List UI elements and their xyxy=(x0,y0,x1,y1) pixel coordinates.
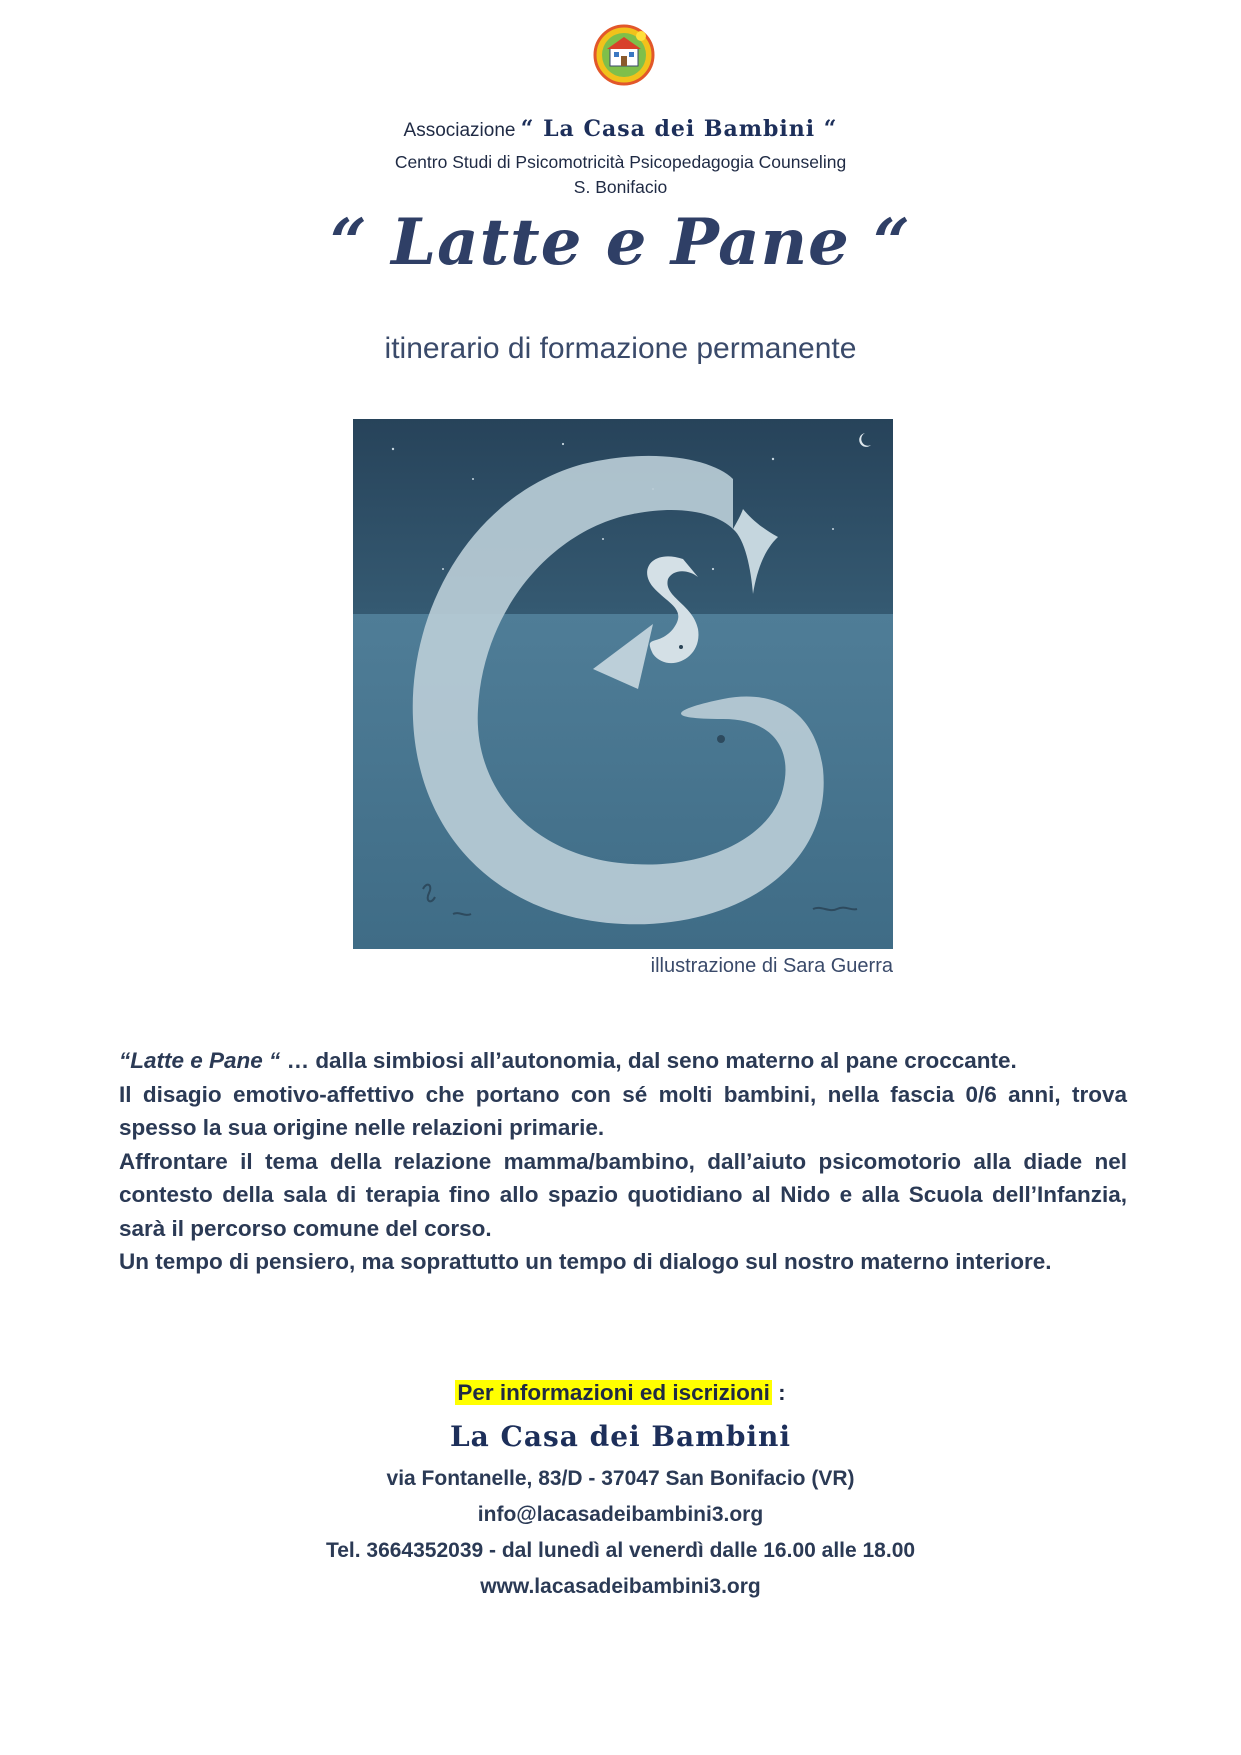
organization-name: La Casa dei Bambini xyxy=(449,1420,792,1453)
email-link[interactable]: info@lacasadeibambini3.org xyxy=(477,1503,764,1526)
info-heading xyxy=(0,1380,1241,1406)
paragraph-2: Il disagio emotivo-affettivo che portano con sé molti bambini, nella fascia 0/6 anni, trova spesso la sua origine nelle relazioni primarie. xyxy=(119,1081,1127,1140)
info-label-highlight: Per informazioni ed iscrizioni xyxy=(457,1380,770,1405)
address-line: via Fontanelle, 83/D - 37047 San Bonifacio (VR) xyxy=(386,1467,855,1490)
intro-rest: … dalla simbiosi all’autonomia, dal seno materno al pane croccante. xyxy=(280,1048,1017,1073)
phone-line: Tel. 3664352039 - dal lunedì al venerdì dalle 16.00 alle 18.00 xyxy=(325,1539,916,1562)
website-link[interactable]: www.lacasadeibambini3.org xyxy=(480,1575,761,1598)
study-center-line: Centro Studi di Psicomotricità Psicopedagogia Counseling xyxy=(394,152,847,172)
description-text xyxy=(119,1044,1127,1279)
page-title: “ Latte e Pane “ xyxy=(330,205,911,280)
place-line: S. Bonifacio xyxy=(573,177,668,197)
page-subtitle: itinerario di formazione permanente xyxy=(384,332,857,365)
illustration-caption: illustrazione di Sara Guerra xyxy=(650,955,893,977)
association-line xyxy=(0,116,1241,142)
info-colon: : xyxy=(771,1380,786,1405)
association-prefix: Associazione xyxy=(403,120,516,141)
intro-title: “Latte e Pane “ xyxy=(119,1048,281,1073)
association-name: “ La Casa dei Bambini “ xyxy=(520,116,838,142)
paragraph-4: Un tempo di pensiero, ma soprattutto un tempo di dialogo sul nostro materno interiore. xyxy=(119,1249,1052,1274)
house-logo-icon xyxy=(593,24,655,86)
whale-illustration xyxy=(353,419,893,949)
paragraph-intro xyxy=(119,1044,1127,1078)
paragraph-3: Affrontare il tema della relazione mamma/bambino, dall’aiuto psicomotorio alla diade nel contesto della sala di terapia fino allo spazio quotidiano al Nido e alla Scuola dell’Infanzia, sarà il percorso comune del corso. xyxy=(119,1148,1127,1241)
